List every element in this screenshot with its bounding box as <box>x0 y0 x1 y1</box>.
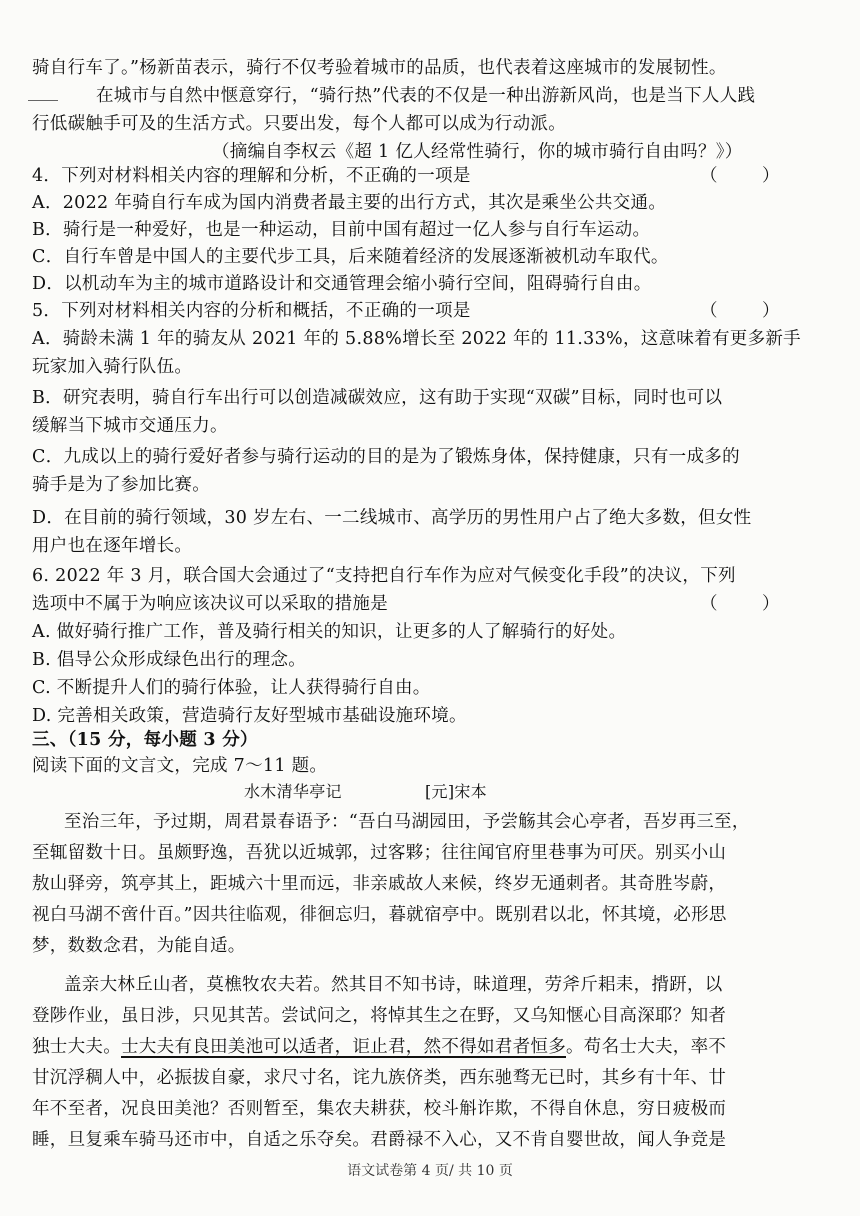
passage-p2-line3-start: 独士大夫。 <box>32 1037 121 1057</box>
q5-option-a-line2: 玩家加入骑行队伍。 <box>32 357 193 377</box>
passage-p1-line5: 梦，数数念君，为能自适。 <box>32 936 246 956</box>
passage-p1-line3: 敖山驿旁，筑亭其上，距城六十里而远，非亲戚故人来候，终岁无通刺者。其奇胜岑蔚， <box>32 874 727 894</box>
q4-option-c: C．自行车曾是中国人的主要代步工具，后来随着经济的发展逐渐被机动车取代。 <box>32 247 669 267</box>
q5-option-d-line1: D．在目前的骑行领域，30 岁左右、一二线城市、高学历的男性用户占了绝大多数，但女性 <box>32 508 752 528</box>
passage-p1-line4: 视白马湖不啻什百。”因共往临观，徘徊忘归，暮就宿亭中。既别君以北，怀其境，必形思 <box>32 905 727 925</box>
q6-option-d: D. 完善相关政策，营造骑行友好型城市基础设施环境。 <box>32 706 467 726</box>
q5-option-c-line2: 骑手是为了参加比赛。 <box>32 475 210 495</box>
q4-option-d: D．以机动车为主的城市道路设计和交通管理会缩小骑行空间，阻碍骑行自由。 <box>32 274 652 294</box>
passage-p2-line4: 甘沉浮稠人中，必振拔自豪，求尺寸名，诧九族侪类，西东驰骛无已时，其乡有十年、廿 <box>32 1068 727 1088</box>
passage-p2-line3 <box>32 1033 726 1061</box>
passage-p1-line1: 至治三年，予过期，周君景春语予：“吾白马湖园田，予尝觞其会心亭者，吾岁再三至， <box>64 812 750 832</box>
section-3-instruction: 阅读下面的文言文，完成 7～11 题。 <box>32 756 328 776</box>
section-3-heading: 三、（15 分，每小题 3 分） <box>32 730 258 750</box>
source-citation: （摘编自李权云《超 1 亿人经常性骑行，你的城市骑行自由吗？》） <box>212 142 743 162</box>
q4-answer-blank: （ ） <box>700 166 780 186</box>
q5-option-b-line2: 缓解当下城市交通压力。 <box>32 416 228 436</box>
q6-option-b: B. 倡导公众形成绿色出行的理念。 <box>32 650 307 670</box>
page-footer: 语文试卷第 4 页/ 共 10 页 <box>347 1163 513 1179</box>
passage-p2-line2: 登陟作业，虽日涉，只见其苦。尝试问之，将悼其生之在野，又乌知惬心目高深耶？知者 <box>32 1006 727 1026</box>
q6-answer-blank: （ ） <box>700 594 780 614</box>
passage-p2-line6: 睡，旦复乘车骑马还市中，自适之乐夺矣。君爵禄不入心，又不肯自婴世故，闻人争竞是 <box>32 1130 727 1150</box>
q5-option-b-line1: B．研究表明，骑自行车出行可以创造减碳效应，这有助于实现“双碳”目标，同时也可以 <box>32 388 723 408</box>
margin-mark <box>28 100 58 101</box>
passage-p2-line3-end: 。苟名士大夫，率不 <box>566 1037 727 1057</box>
q6-option-c: C. 不断提升人们的骑行体验，让人获得骑行自由。 <box>32 678 431 698</box>
passage-p2-line5: 年不至者，况良田美池？否则暂至，集农夫耕获，校斗斛诈欺，不得自休息，穷日疲极而 <box>32 1099 727 1119</box>
intro-line-1: 骑自行车了。”杨新苗表示，骑行不仅考验着城市的品质，也代表着这座城市的发展韧性。 <box>32 58 727 78</box>
passage-p1-line2: 至辄留数十日。虽颇野逸，吾犹以近城郭，过客夥；往往闻官府里巷事为可厌。别买小山 <box>32 843 727 863</box>
q4-option-b: B．骑行是一种爱好，也是一种运动，目前中国有超过一亿人参与自行车运动。 <box>32 220 651 240</box>
q5-answer-blank: （ ） <box>700 301 780 321</box>
q5-option-d-line2: 用户也在逐年增长。 <box>32 536 193 556</box>
passage-author: [元]宋本 <box>425 782 487 801</box>
q6-stem-line1: 6. 2022 年 3 月，联合国大会通过了“支持把自行车作为应对气候变化手段”的决议，下列 <box>32 566 736 586</box>
q5-option-c-line1: C．九成以上的骑行爱好者参与骑行运动的目的是为了锻炼身体，保持健康，只有一成多的 <box>32 447 740 467</box>
passage-title: 水木清华亭记 <box>244 782 342 801</box>
underlined-sentence: 士大夫有良田美池可以适者，讵止君，然不得如君者恒多 <box>121 1037 566 1057</box>
q6-option-a: A. 做好骑行推广工作，普及骑行相关的知识，让更多的人了解骑行的好处。 <box>32 622 627 642</box>
passage-p2-line1: 盖亲大林丘山者，莫樵牧农夫若。然其目不知书诗，昧道理，劳斧斤耜耒，揹趼，以 <box>64 975 723 995</box>
q4-option-a: A．2022 年骑自行车成为国内消费者最主要的出行方式，其次是乘坐公共交通。 <box>32 193 667 213</box>
q4-stem: 4．下列对材料相关内容的理解和分析，不正确的一项是 <box>32 166 471 186</box>
intro-line-2: 在城市与自然中惬意穿行，“骑行热”代表的不仅是一种出游新风尚，也是当下人人践 <box>96 86 756 106</box>
intro-line-3: 行低碳触手可及的生活方式。只要出发，每个人都可以成为行动派。 <box>32 114 566 134</box>
q5-stem: 5．下列对材料相关内容的分析和概括，不正确的一项是 <box>32 301 471 321</box>
q6-stem-line2: 选项中不属于为响应该决议可以采取的措施是 <box>32 594 388 614</box>
q5-option-a-line1: A．骑龄未满 1 年的骑友从 2021 年的 5.88%增长至 2022 年的 11.33%，这意味着有更多新手 <box>32 329 801 349</box>
